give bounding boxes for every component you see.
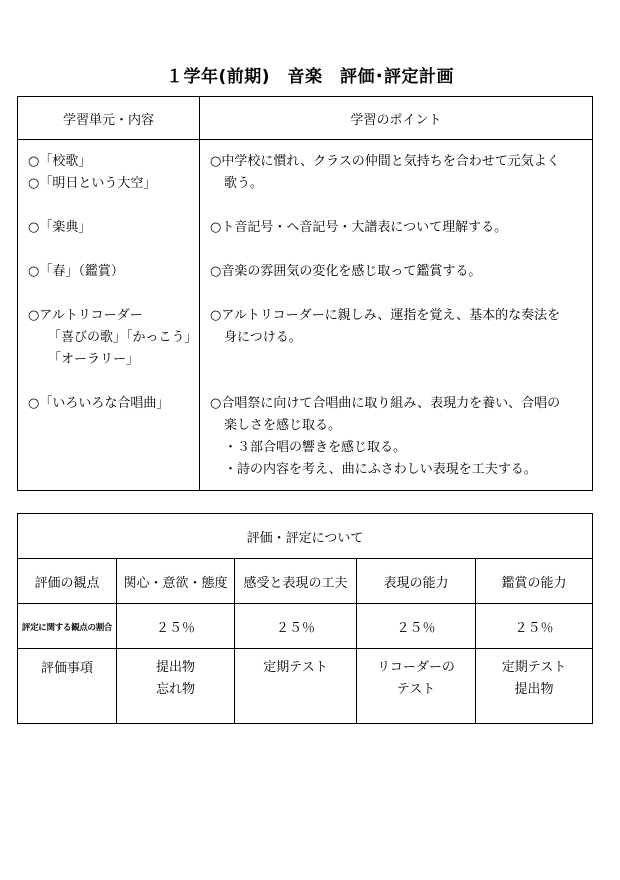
viewpoint-interest: 関心・意欲・態度 bbox=[117, 559, 235, 604]
unit-line: ○「校歌」 bbox=[28, 154, 92, 169]
item-text: 提出物 bbox=[155, 660, 195, 675]
item-text: 定期テスト bbox=[501, 660, 567, 675]
header-points: 学習のポイント bbox=[200, 97, 593, 140]
items-cell bbox=[357, 649, 476, 724]
viewpoint-label: 評価の観点 bbox=[18, 559, 117, 604]
items-cell bbox=[117, 649, 235, 724]
viewpoint-expression-ability: 表現の能力 bbox=[357, 559, 476, 604]
point-line: ・詩の内容を考え、曲にふさわしい表現を工夫する。 bbox=[224, 462, 537, 477]
unit-line: 「オーラリー」 bbox=[48, 352, 140, 367]
evaluation-heading: 評価・評定について bbox=[18, 514, 593, 559]
point-line: ○アルトリコーダーに親しみ、運指を覚え、基本的な奏法を bbox=[210, 308, 561, 323]
point-line: ・３部合唱の響きを感じ取る。 bbox=[224, 440, 407, 455]
point-line: ○ト音記号・ヘ音記号・大譜表について理解する。 bbox=[210, 220, 508, 235]
ratio-value: ２５％ bbox=[476, 604, 593, 649]
item-text: 忘れ物 bbox=[155, 682, 195, 697]
point-line: ○中学校に慣れ、クラスの仲間と気持ちを合わせて元気よく bbox=[210, 154, 560, 169]
point-line: 楽しさを感じ取る。 bbox=[224, 418, 342, 433]
items-cell bbox=[235, 649, 357, 724]
viewpoint-appreciation: 鑑賞の能力 bbox=[476, 559, 593, 604]
point-line: ○合唱祭に向けて合唱曲に取り組み、表現力を養い、合唱の bbox=[210, 396, 561, 411]
unit-line: ○「春」（鑑賞） bbox=[28, 264, 124, 279]
ratio-value: ２５％ bbox=[117, 604, 235, 649]
page-title: １学年(前期) 音楽 評価･評定計画 bbox=[165, 67, 455, 87]
items-label: 評価事項 bbox=[18, 649, 117, 724]
item-text: 定期テスト bbox=[263, 660, 328, 675]
item-text: リコーダーの bbox=[377, 660, 455, 675]
point-line: ○音楽の雰囲気の変化を感じ取って鑑賞する。 bbox=[210, 264, 482, 279]
points-cell bbox=[200, 140, 593, 491]
unit-line: ○「いろいろな合唱曲」 bbox=[28, 396, 170, 411]
ratio-value: ２５％ bbox=[357, 604, 476, 649]
unit-line: ○「明日という大空」 bbox=[28, 176, 157, 191]
header-unit: 学習単元・内容 bbox=[18, 97, 200, 140]
units-cell bbox=[18, 140, 200, 491]
item-text: テスト bbox=[396, 682, 436, 697]
study-plan-table bbox=[17, 96, 593, 491]
items-cell bbox=[476, 649, 593, 724]
point-line: 身につける。 bbox=[224, 330, 302, 345]
point-line: 歌う。 bbox=[224, 176, 264, 191]
ratio-label: 評定に関する観点の割合 bbox=[21, 622, 113, 633]
unit-line: ○アルトリコーダー bbox=[28, 308, 143, 323]
unit-line: 「喜びの歌」「かっこう」 bbox=[48, 330, 198, 345]
item-text: 提出物 bbox=[514, 682, 554, 697]
unit-line: ○「楽典」 bbox=[28, 220, 92, 235]
ratio-value: ２５％ bbox=[235, 604, 357, 649]
viewpoint-expression-ingenuity: 感受と表現の工夫 bbox=[235, 559, 357, 604]
evaluation-table bbox=[17, 513, 593, 724]
